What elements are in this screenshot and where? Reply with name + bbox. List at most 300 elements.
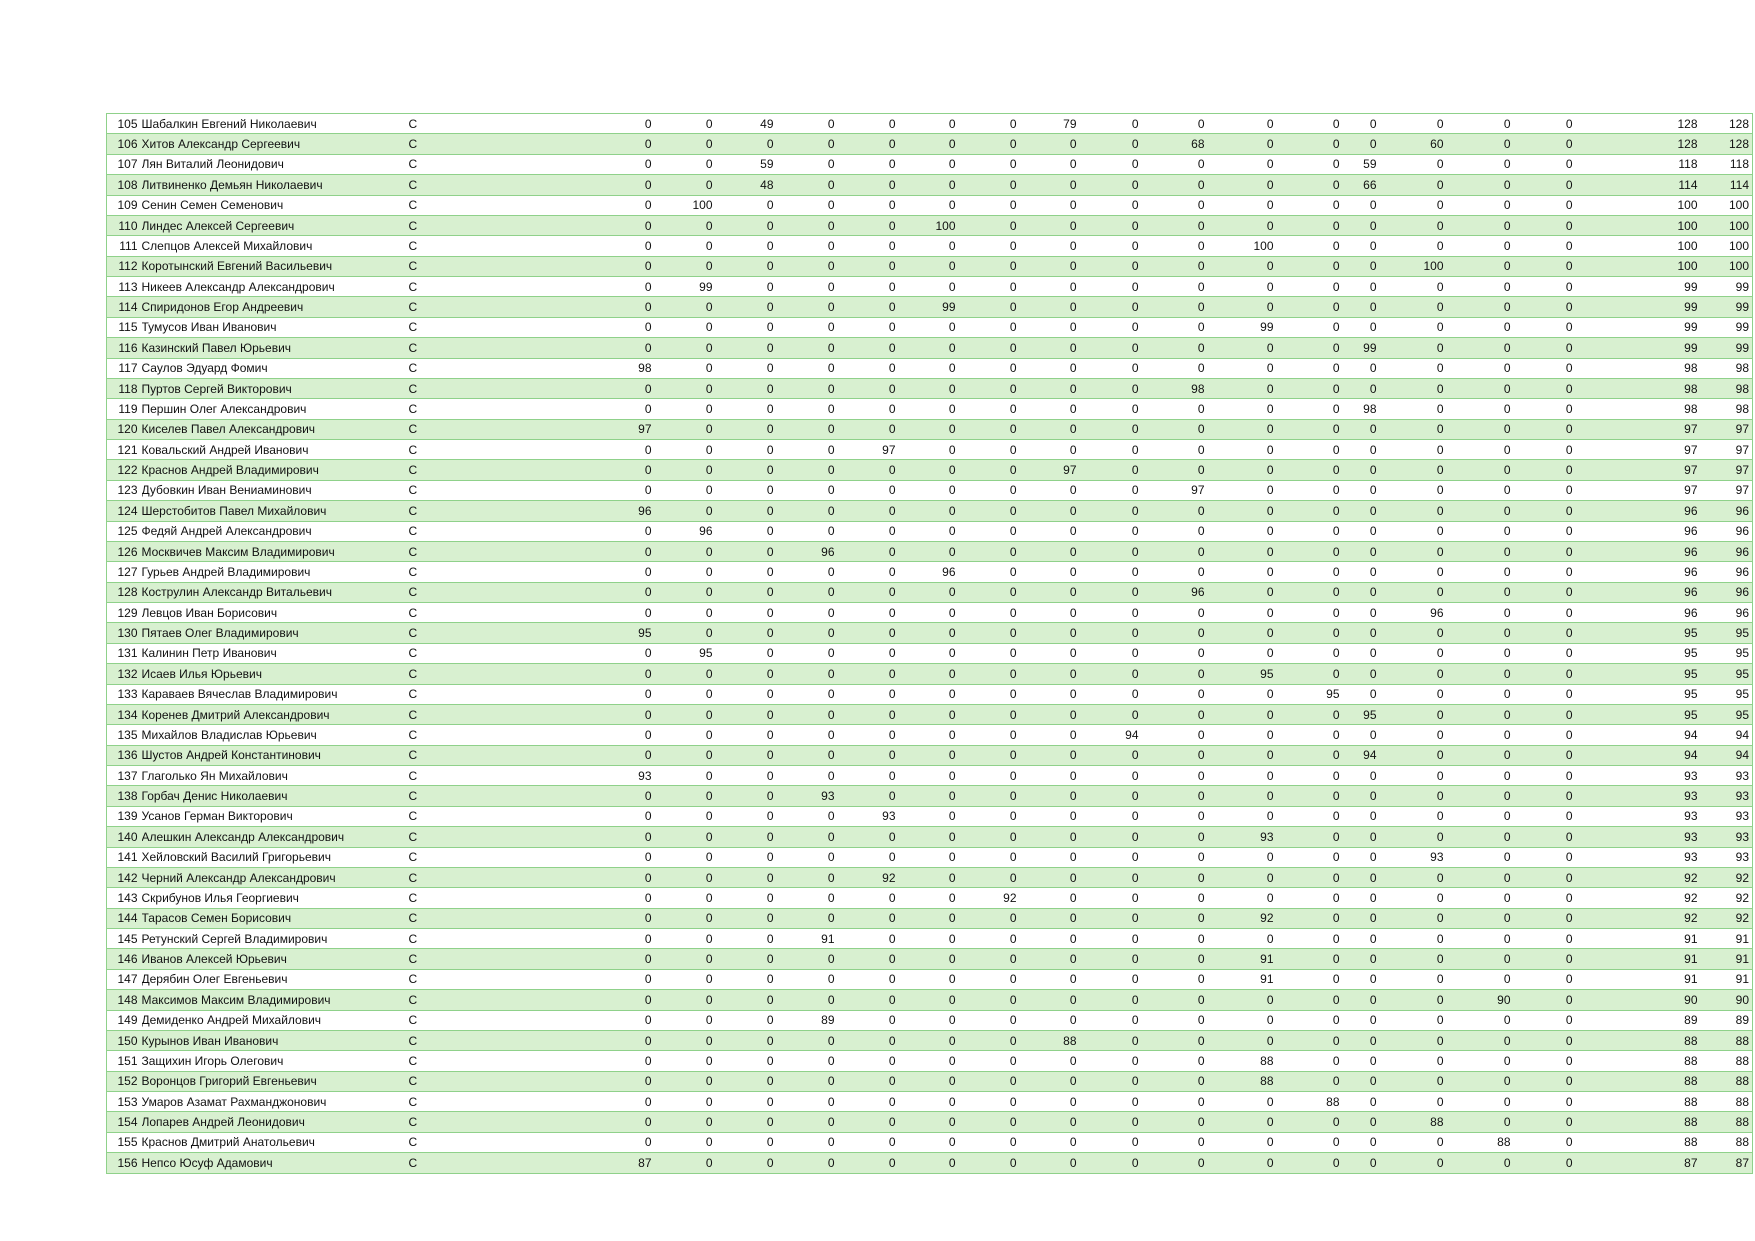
score-cell-10: 0 [1141,643,1207,663]
rank-cell: 130 [107,623,142,643]
score-cell-2: 0 [654,358,715,378]
sum-cell: 94 [1575,725,1702,745]
score-cell-10: 0 [1141,766,1207,786]
score-cell-6: 0 [898,745,958,765]
score-cell-5: 0 [837,847,898,867]
score-cell-16: 0 [1513,623,1575,643]
score-cell-1: 0 [456,1112,654,1132]
score-cell-2: 0 [654,154,715,174]
category-cell: С [405,745,456,765]
score-cell-5: 0 [837,1071,898,1091]
total-cell: 95 [1702,704,1753,724]
rank-cell: 114 [107,297,142,317]
score-cell-10: 0 [1141,1010,1207,1030]
score-cell-13: 0 [1342,725,1379,745]
rank-cell: 133 [107,684,142,704]
score-cell-14: 0 [1379,1030,1446,1050]
score-cell-14: 0 [1379,1132,1446,1152]
score-cell-13: 0 [1342,1132,1379,1152]
score-cell-11: 0 [1207,175,1276,195]
name-cell: Усанов Герман Викторович [142,806,405,826]
table-row [107,236,1753,256]
rank-cell: 105 [107,114,142,134]
score-cell-11: 0 [1207,684,1276,704]
category-cell: С [405,378,456,398]
name-cell: Шабалкин Евгений Николаевич [142,114,405,134]
score-cell-13: 59 [1342,154,1379,174]
score-cell-5: 93 [837,806,898,826]
score-cell-5: 0 [837,745,898,765]
sum-cell: 95 [1575,664,1702,684]
name-cell: Хейловский Василий Григорьевич [142,847,405,867]
score-cell-13: 0 [1342,256,1379,276]
score-cell-4: 0 [776,867,837,887]
score-cell-7: 0 [958,297,1019,317]
score-cell-4: 0 [776,195,837,215]
score-cell-5: 0 [837,297,898,317]
score-cell-6: 0 [898,1132,958,1152]
score-cell-13: 0 [1342,969,1379,989]
score-cell-9: 0 [1079,1030,1141,1050]
rank-cell: 119 [107,399,142,419]
sum-cell: 92 [1575,888,1702,908]
table-row [107,134,1753,154]
name-cell: Гурьев Андрей Владимирович [142,562,405,582]
name-cell: Черний Александр Александрович [142,867,405,887]
score-cell-1: 0 [456,745,654,765]
score-cell-5: 0 [837,236,898,256]
name-cell: Защихин Игорь Олегович [142,1051,405,1071]
total-cell: 97 [1702,480,1753,500]
score-cell-12: 0 [1276,1051,1342,1071]
name-cell: Алешкин Александр Александрович [142,827,405,847]
table-row [107,847,1753,867]
score-cell-14: 0 [1379,175,1446,195]
score-cell-10: 0 [1141,867,1207,887]
score-cell-1: 0 [456,460,654,480]
score-cell-7: 0 [958,643,1019,663]
score-cell-12: 0 [1276,664,1342,684]
score-cell-13: 0 [1342,501,1379,521]
score-cell-8: 0 [1019,745,1079,765]
score-cell-9: 0 [1079,969,1141,989]
score-cell-14: 0 [1379,867,1446,887]
score-cell-5: 0 [837,1132,898,1152]
rank-cell: 129 [107,603,142,623]
score-cell-9: 0 [1079,541,1141,561]
score-cell-2: 0 [654,684,715,704]
score-cell-8: 0 [1019,562,1079,582]
score-cell-4: 0 [776,338,837,358]
total-cell: 88 [1702,1092,1753,1112]
score-cell-12: 0 [1276,969,1342,989]
score-cell-4: 0 [776,358,837,378]
score-cell-3: 59 [715,154,776,174]
score-cell-2: 0 [654,766,715,786]
score-cell-10: 0 [1141,1132,1207,1152]
score-cell-4: 0 [776,643,837,663]
score-cell-7: 0 [958,704,1019,724]
score-cell-4: 0 [776,1153,837,1173]
score-cell-1: 0 [456,786,654,806]
table-row [107,154,1753,174]
score-cell-6: 0 [898,786,958,806]
score-cell-6: 0 [898,582,958,602]
sum-cell: 88 [1575,1092,1702,1112]
sum-cell: 93 [1575,806,1702,826]
score-cell-5: 0 [837,338,898,358]
score-cell-14: 0 [1379,806,1446,826]
score-cell-11: 0 [1207,704,1276,724]
score-cell-15: 0 [1446,277,1513,297]
score-cell-2: 0 [654,419,715,439]
table-row [107,1010,1753,1030]
score-cell-12: 0 [1276,1112,1342,1132]
score-cell-10: 0 [1141,215,1207,235]
score-cell-6: 0 [898,195,958,215]
score-cell-3: 0 [715,460,776,480]
name-cell: Пятаев Олег Владимирович [142,623,405,643]
score-cell-6: 0 [898,114,958,134]
score-cell-15: 0 [1446,134,1513,154]
score-cell-4: 0 [776,215,837,235]
score-cell-9: 0 [1079,684,1141,704]
table-row [107,480,1753,500]
score-cell-2: 0 [654,114,715,134]
sum-cell: 93 [1575,847,1702,867]
score-cell-10: 98 [1141,378,1207,398]
category-cell: С [405,277,456,297]
table-row [107,786,1753,806]
score-cell-2: 0 [654,256,715,276]
score-cell-16: 0 [1513,969,1575,989]
score-cell-5: 0 [837,541,898,561]
score-cell-11: 0 [1207,338,1276,358]
name-cell: Казинский Павел Юрьевич [142,338,405,358]
name-cell: Хитов Александр Сергеевич [142,134,405,154]
score-cell-4: 0 [776,236,837,256]
score-cell-3: 0 [715,1112,776,1132]
score-cell-2: 0 [654,867,715,887]
score-cell-13: 0 [1342,378,1379,398]
rank-cell: 120 [107,419,142,439]
score-cell-10: 0 [1141,501,1207,521]
score-cell-3: 0 [715,806,776,826]
score-cell-8: 0 [1019,277,1079,297]
score-cell-12: 0 [1276,806,1342,826]
score-cell-1: 0 [456,297,654,317]
table-row [107,317,1753,337]
score-cell-4: 0 [776,827,837,847]
score-cell-5: 0 [837,623,898,643]
score-cell-13: 0 [1342,847,1379,867]
name-cell: Кострулин Александр Витальевич [142,582,405,602]
score-cell-1: 0 [456,684,654,704]
score-cell-11: 0 [1207,1132,1276,1152]
score-cell-16: 0 [1513,664,1575,684]
score-cell-15: 0 [1446,1010,1513,1030]
rank-cell: 145 [107,929,142,949]
name-cell: Тумусов Иван Иванович [142,317,405,337]
score-cell-16: 0 [1513,684,1575,704]
score-cell-3: 48 [715,175,776,195]
score-cell-3: 0 [715,643,776,663]
rank-cell: 121 [107,440,142,460]
score-cell-9: 0 [1079,582,1141,602]
score-cell-3: 0 [715,419,776,439]
score-cell-2: 0 [654,969,715,989]
score-cell-7: 0 [958,1051,1019,1071]
score-cell-4: 0 [776,154,837,174]
score-cell-11: 0 [1207,745,1276,765]
score-cell-2: 0 [654,949,715,969]
score-cell-4: 0 [776,766,837,786]
name-cell: Шустов Андрей Константинович [142,745,405,765]
score-cell-5: 0 [837,480,898,500]
score-cell-15: 0 [1446,867,1513,887]
sum-cell: 96 [1575,541,1702,561]
total-cell: 96 [1702,562,1753,582]
score-cell-9: 0 [1079,297,1141,317]
score-cell-1: 0 [456,643,654,663]
score-cell-1: 0 [456,990,654,1010]
score-cell-10: 0 [1141,806,1207,826]
score-cell-10: 0 [1141,175,1207,195]
score-cell-14: 100 [1379,256,1446,276]
score-cell-13: 0 [1342,1010,1379,1030]
sum-cell: 93 [1575,827,1702,847]
table-row [107,1092,1753,1112]
score-cell-12: 0 [1276,521,1342,541]
score-cell-4: 0 [776,704,837,724]
table-row [107,888,1753,908]
score-cell-3: 0 [715,378,776,398]
score-cell-7: 0 [958,1071,1019,1091]
score-cell-15: 0 [1446,929,1513,949]
score-cell-7: 0 [958,1112,1019,1132]
score-cell-6: 0 [898,1010,958,1030]
sum-cell: 96 [1575,562,1702,582]
table-row [107,704,1753,724]
score-cell-6: 0 [898,175,958,195]
score-cell-3: 0 [715,1132,776,1152]
total-cell: 90 [1702,990,1753,1010]
score-cell-11: 0 [1207,562,1276,582]
total-cell: 94 [1702,745,1753,765]
score-cell-7: 0 [958,480,1019,500]
score-cell-6: 0 [898,1092,958,1112]
score-cell-14: 0 [1379,338,1446,358]
score-cell-1: 0 [456,827,654,847]
rank-cell: 136 [107,745,142,765]
score-cell-15: 0 [1446,419,1513,439]
category-cell: С [405,521,456,541]
category-cell: С [405,460,456,480]
rank-cell: 131 [107,643,142,663]
score-cell-3: 0 [715,277,776,297]
score-cell-5: 0 [837,317,898,337]
total-cell: 97 [1702,440,1753,460]
name-cell: Спиридонов Егор Андреевич [142,297,405,317]
sum-cell: 87 [1575,1153,1702,1173]
score-cell-11: 0 [1207,643,1276,663]
score-cell-14: 0 [1379,786,1446,806]
score-cell-5: 0 [837,154,898,174]
score-cell-8: 0 [1019,154,1079,174]
score-cell-4: 0 [776,1030,837,1050]
score-cell-12: 0 [1276,827,1342,847]
score-cell-8: 0 [1019,1051,1079,1071]
total-cell: 97 [1702,419,1753,439]
score-cell-13: 0 [1342,806,1379,826]
score-cell-2: 0 [654,827,715,847]
score-cell-16: 0 [1513,827,1575,847]
score-cell-13: 66 [1342,175,1379,195]
score-cell-6: 0 [898,664,958,684]
score-cell-15: 0 [1446,827,1513,847]
score-cell-16: 0 [1513,236,1575,256]
score-cell-9: 0 [1079,786,1141,806]
score-cell-3: 0 [715,297,776,317]
total-cell: 88 [1702,1132,1753,1152]
table-row [107,460,1753,480]
total-cell: 93 [1702,766,1753,786]
score-cell-16: 0 [1513,195,1575,215]
score-cell-5: 0 [837,603,898,623]
score-cell-5: 0 [837,949,898,969]
rank-cell: 115 [107,317,142,337]
category-cell: С [405,582,456,602]
score-cell-14: 0 [1379,766,1446,786]
name-cell: Линдес Алексей Сергеевич [142,215,405,235]
score-cell-11: 0 [1207,990,1276,1010]
category-cell: С [405,134,456,154]
name-cell: Демиденко Андрей Михайлович [142,1010,405,1030]
name-cell: Горбач Денис Николаевич [142,786,405,806]
score-cell-16: 0 [1513,419,1575,439]
score-cell-6: 0 [898,908,958,928]
score-cell-8: 0 [1019,501,1079,521]
sum-cell: 97 [1575,480,1702,500]
score-cell-12: 0 [1276,1010,1342,1030]
score-cell-12: 0 [1276,317,1342,337]
score-cell-12: 0 [1276,338,1342,358]
score-cell-3: 0 [715,215,776,235]
score-cell-5: 0 [837,643,898,663]
score-cell-5: 0 [837,562,898,582]
category-cell: С [405,704,456,724]
category-cell: С [405,766,456,786]
name-cell: Коренев Дмитрий Александрович [142,704,405,724]
score-cell-15: 0 [1446,725,1513,745]
rank-cell: 123 [107,480,142,500]
score-cell-11: 0 [1207,501,1276,521]
score-cell-11: 0 [1207,440,1276,460]
score-cell-13: 0 [1342,827,1379,847]
score-cell-15: 0 [1446,114,1513,134]
score-cell-9: 0 [1079,888,1141,908]
score-cell-14: 0 [1379,114,1446,134]
score-cell-16: 0 [1513,1051,1575,1071]
score-cell-2: 0 [654,704,715,724]
rank-cell: 116 [107,338,142,358]
score-cell-6: 0 [898,725,958,745]
rank-cell: 135 [107,725,142,745]
score-cell-1: 0 [456,929,654,949]
score-cell-13: 94 [1342,745,1379,765]
score-cell-4: 0 [776,175,837,195]
score-cell-6: 0 [898,317,958,337]
rank-cell: 106 [107,134,142,154]
score-cell-7: 0 [958,806,1019,826]
score-cell-16: 0 [1513,378,1575,398]
score-cell-3: 0 [715,949,776,969]
name-cell: Краснов Дмитрий Анатольевич [142,1132,405,1152]
score-cell-13: 0 [1342,908,1379,928]
score-cell-5: 0 [837,501,898,521]
sum-cell: 100 [1575,256,1702,276]
score-cell-4: 91 [776,929,837,949]
score-cell-2: 0 [654,440,715,460]
rank-cell: 146 [107,949,142,969]
score-cell-16: 0 [1513,1092,1575,1112]
score-cell-9: 0 [1079,501,1141,521]
sum-cell: 88 [1575,1132,1702,1152]
name-cell: Михайлов Владислав Юрьевич [142,725,405,745]
sum-cell: 92 [1575,867,1702,887]
total-cell: 96 [1702,541,1753,561]
category-cell: С [405,827,456,847]
score-cell-5: 0 [837,378,898,398]
score-cell-3: 0 [715,480,776,500]
rank-cell: 143 [107,888,142,908]
score-cell-12: 0 [1276,215,1342,235]
score-cell-16: 0 [1513,603,1575,623]
name-cell: Шерстобитов Павел Михайлович [142,501,405,521]
score-cell-3: 0 [715,684,776,704]
category-cell: С [405,562,456,582]
score-cell-11: 0 [1207,1153,1276,1173]
score-cell-7: 0 [958,1092,1019,1112]
score-cell-7: 0 [958,1030,1019,1050]
score-cell-1: 0 [456,664,654,684]
name-cell: Першин Олег Александрович [142,399,405,419]
score-cell-10: 0 [1141,1071,1207,1091]
sum-cell: 95 [1575,704,1702,724]
table-row [107,399,1753,419]
score-cell-8: 0 [1019,215,1079,235]
score-cell-6: 99 [898,297,958,317]
score-cell-12: 0 [1276,501,1342,521]
score-cell-7: 0 [958,786,1019,806]
sum-cell: 98 [1575,378,1702,398]
score-cell-2: 0 [654,623,715,643]
score-cell-2: 0 [654,134,715,154]
score-cell-16: 0 [1513,440,1575,460]
rank-cell: 153 [107,1092,142,1112]
score-cell-1: 0 [456,806,654,826]
score-cell-11: 0 [1207,603,1276,623]
rank-cell: 150 [107,1030,142,1050]
standings-table [106,113,1753,1174]
score-cell-9: 0 [1079,277,1141,297]
score-cell-14: 0 [1379,480,1446,500]
score-cell-15: 0 [1446,521,1513,541]
score-cell-15: 0 [1446,664,1513,684]
total-cell: 99 [1702,317,1753,337]
sum-cell: 98 [1575,358,1702,378]
score-cell-15: 0 [1446,1153,1513,1173]
